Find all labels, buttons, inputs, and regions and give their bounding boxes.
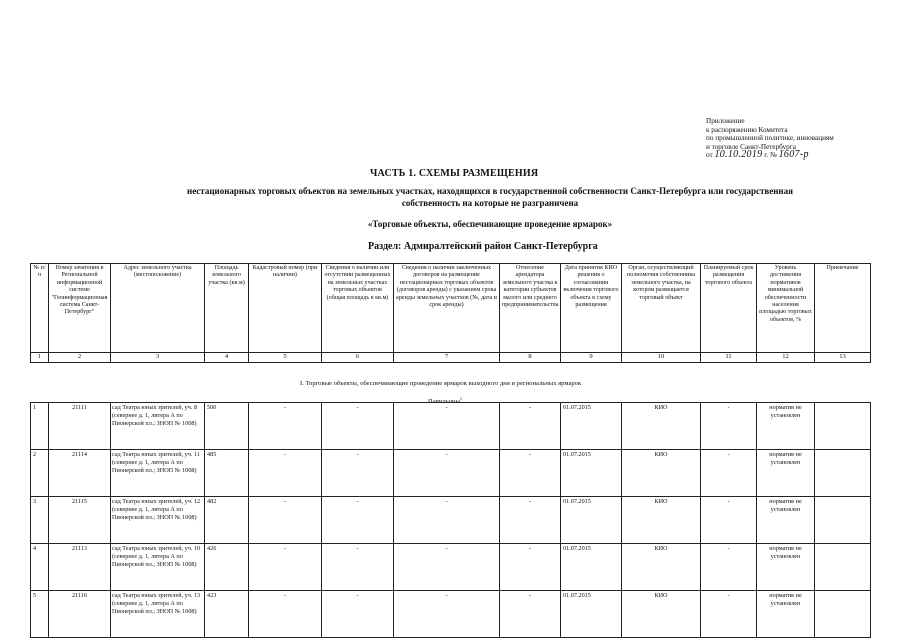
table-cell-smb: - (500, 544, 561, 591)
table-cell-term: - (701, 450, 757, 497)
table-cell-note (815, 403, 871, 450)
table-cell-note (815, 450, 871, 497)
annex-line: Приложение (706, 117, 745, 125)
table-cell-info: - (322, 591, 394, 638)
table-cell-reg: 21111 (49, 403, 111, 450)
column-number: 7 (394, 353, 500, 363)
table-cell-organ: КИО (622, 591, 701, 638)
table-cell-contract: - (394, 403, 500, 450)
annex-number: 1607-р (778, 149, 809, 161)
data-table (30, 402, 871, 638)
table-cell-smb: - (500, 450, 561, 497)
table-cell-n: 3 (31, 497, 49, 544)
table-cell-reg: 21115 (49, 497, 111, 544)
header-cell: Уровень достижения нормативов минимальной обеспеченности населения площадью торговых объектов, % (757, 264, 815, 353)
footnote-marker: 1 (459, 396, 463, 401)
table-cell-smb: - (500, 497, 561, 544)
column-number: 10 (622, 353, 701, 363)
column-number: 1 (31, 353, 49, 363)
table-cell-level: норматив не установлен (757, 403, 815, 450)
table-cell-organ: КИО (622, 450, 701, 497)
table-cell-note (815, 544, 871, 591)
page-title: ЧАСТЬ 1. СХЕМЫ РАЗМЕЩЕНИЯ (370, 168, 539, 179)
header-cell: Адрес земельного участка (местоположение) (111, 264, 205, 353)
column-number: 11 (701, 353, 757, 363)
annex-line: и торговле Санкт-Петербурга (706, 142, 796, 151)
table-cell-level: норматив не установлен (757, 497, 815, 544)
table-cell-reg: 21113 (49, 544, 111, 591)
column-number: 5 (249, 353, 322, 363)
header-cell: Орган, осуществляющий полномочия собственника земельного участка, на котором размещается торговый объект (622, 264, 701, 353)
table-row (31, 450, 871, 497)
table-cell-cad: - (249, 403, 322, 450)
table-cell-info: - (322, 544, 394, 591)
column-number: 2 (49, 353, 111, 363)
table-cell-reg: 21114 (49, 450, 111, 497)
group-subtitle-text: Павильоны (428, 398, 460, 406)
column-number: 9 (561, 353, 622, 363)
table-row (31, 497, 871, 544)
table-cell-cad: - (249, 497, 322, 544)
column-number: 13 (815, 353, 871, 363)
table-cell-level: норматив не установлен (757, 450, 815, 497)
table-cell-n: 1 (31, 403, 49, 450)
header-cell: Сведения о наличии или отсутствии размещенных на земельных участках торговых объектов (общая площадь в кв.м) (322, 264, 394, 353)
annex-date-line (706, 151, 876, 160)
header-cell: Примечание (815, 264, 871, 353)
header-cell: Дата принятия КИО решения о согласовании включения торгового объекта в схему размещения (561, 264, 622, 353)
table-cell-contract: - (394, 591, 500, 638)
table-cell-date: 01.07.2015 (561, 450, 622, 497)
column-number: 4 (205, 353, 249, 363)
table-cell-area: 482 (205, 497, 249, 544)
table-row (31, 591, 871, 638)
column-number: 6 (322, 353, 394, 363)
column-number: 8 (500, 353, 561, 363)
table-cell-area: 500 (205, 403, 249, 450)
annex-line: по промышленной политике, инновациям (706, 134, 834, 143)
table-cell-info: - (322, 450, 394, 497)
group-title: I. Торговые объекты, обеспечивающие проведение ярмарок выходного дня и региональных ярмарок (300, 380, 582, 387)
table-cell-n: 4 (31, 544, 49, 591)
table-cell-term: - (701, 497, 757, 544)
table-cell-term: - (701, 591, 757, 638)
table-cell-addr: сад Театра юных зрителей, уч. 8 (севернее д. 1, литера А по Пионерской пл.; ЗНОП № 1008) (111, 403, 205, 450)
table-cell-n: 2 (31, 450, 49, 497)
annex-date: 10.10.2019 (714, 149, 763, 161)
table-cell-addr: сад Театра юных зрителей, уч. 13 (севернее д. 1, литера А по Пионерской пл.; ЗНОП № 1008) (111, 591, 205, 638)
table-cell-date: 01.07.2015 (561, 403, 622, 450)
table-cell-date: 01.07.2015 (561, 591, 622, 638)
table-cell-area: 423 (205, 591, 249, 638)
header-cell: Площадь земельного участка (кв.м) (205, 264, 249, 353)
header-cell: Номер зачатения в Региональной информационной системе "Геоинформационная система Санкт-Петербург" (49, 264, 111, 353)
table-cell-info: - (322, 403, 394, 450)
header-cell: Планируемый срок размещения торгового объекта (701, 264, 757, 353)
column-number-row (31, 353, 871, 363)
annex-line: к распоряжению Комитета (706, 125, 788, 134)
page-subtitle-quoted: «Торговые объекты, обеспечивающие проведение ярмарок» (367, 219, 613, 229)
table-cell-date: 01.07.2015 (561, 497, 622, 544)
table-cell-cad: - (249, 450, 322, 497)
header-table (30, 263, 871, 363)
header-cell: Кадастровый номер (при наличии) (249, 264, 322, 353)
table-cell-contract: - (394, 497, 500, 544)
table-cell-contract: - (394, 544, 500, 591)
section-title: Раздел: Адмиралтейский район Санкт-Петербурга (368, 241, 598, 252)
table-row (31, 544, 871, 591)
table-cell-level: норматив не установлен (757, 591, 815, 638)
annex-block (706, 117, 876, 160)
table-cell-smb: - (500, 591, 561, 638)
column-number: 3 (111, 353, 205, 363)
table-cell-organ: КИО (622, 497, 701, 544)
table-cell-reg: 21116 (49, 591, 111, 638)
table-cell-info: - (322, 497, 394, 544)
table-cell-organ: КИО (622, 403, 701, 450)
table-cell-addr: сад Театра юных зрителей, уч. 12 (севернее д. 1, литера А по Пионерской пл.; ЗНОП № 1008) (111, 497, 205, 544)
table-cell-note (815, 591, 871, 638)
table-cell-cad: - (249, 544, 322, 591)
column-number: 12 (757, 353, 815, 363)
table-cell-area: 426 (205, 544, 249, 591)
table-cell-note (815, 497, 871, 544)
table-cell-area: 485 (205, 450, 249, 497)
annex-number-prefix: г. № (764, 151, 777, 160)
table-cell-contract: - (394, 450, 500, 497)
table-cell-organ: КИО (622, 544, 701, 591)
table-row (31, 403, 871, 450)
header-cell: № п/п (31, 264, 49, 353)
header-row (31, 264, 871, 353)
table-cell-cad: - (249, 591, 322, 638)
table-cell-n: 5 (31, 591, 49, 638)
table-cell-level: норматив не установлен (757, 544, 815, 591)
table-cell-term: - (701, 544, 757, 591)
page-subtitle: нестационарных торговых объектов на земельных участках, находящихся в государственной собственности Санкт-Петербурга или государственная собственность на которые не разграничена (187, 186, 793, 208)
table-cell-smb: - (500, 403, 561, 450)
annex-date-prefix: от (706, 151, 713, 160)
header-cell: Отнесение арендатора земельного участка к категории субъектов малого или среднего предпринимательства (500, 264, 561, 353)
table-cell-date: 01.07.2015 (561, 544, 622, 591)
header-cell: Сведения о наличии заключенных договоров на размещение нестационарных торговых объектов (договоров аренды) с указанием срока аренды земельных участков (№, дата и срок аренды) (394, 264, 500, 353)
table-cell-addr: сад Театра юных зрителей, уч. 11 (севернее д. 1, литера А по Пионерской пл.; ЗНОП № 1008) (111, 450, 205, 497)
table-cell-addr: сад Театра юных зрителей, уч. 10 (севернее д. 1, литера А по Пионерской пл.; ЗНОП № 1008) (111, 544, 205, 591)
table-cell-term: - (701, 403, 757, 450)
